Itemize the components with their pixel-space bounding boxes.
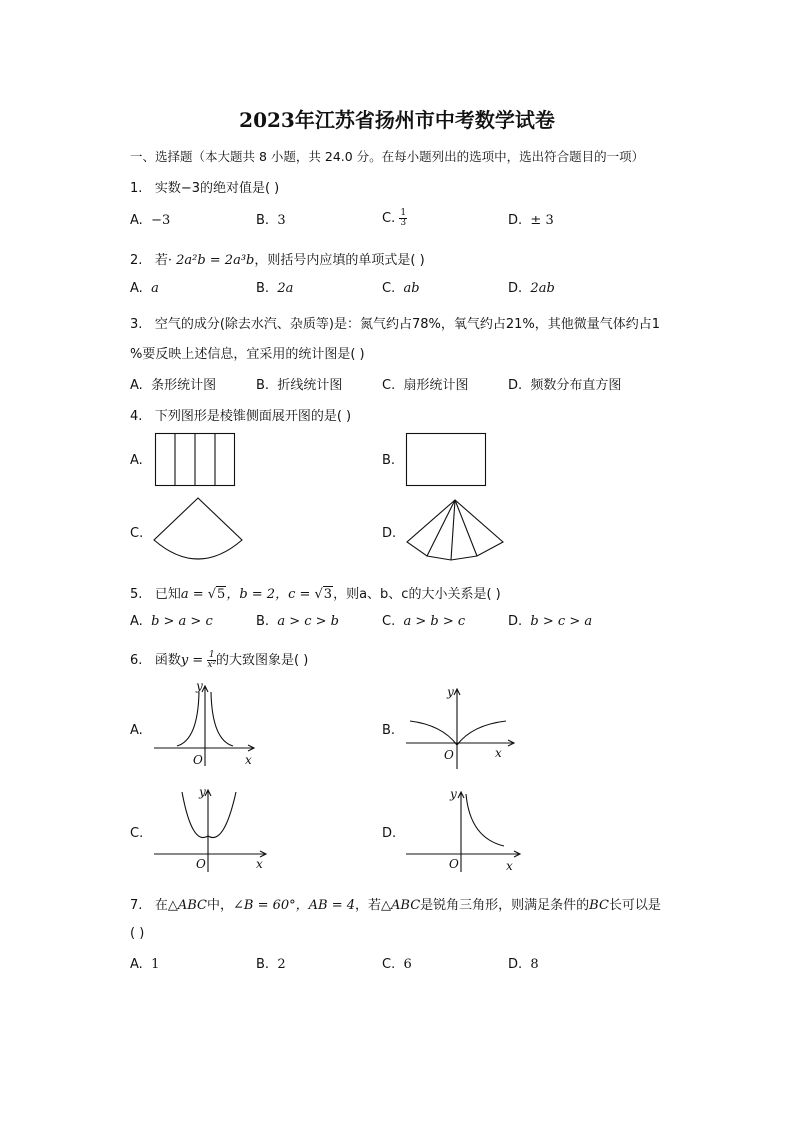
origin-label: O [193, 753, 203, 767]
origin-label: O [444, 748, 454, 762]
axis-y-label: y [196, 679, 203, 693]
option-c-label: C. [130, 826, 144, 841]
option-d: D. b > c > a [508, 614, 593, 629]
question-number: 6. [130, 653, 143, 668]
question-number: 4. [130, 409, 143, 424]
question-2: 2. 若· 2a²b = 2a³b，则括号内应填的单项式是( ) [130, 253, 425, 268]
option-d-label: D. [382, 526, 397, 541]
option-d: D. 2ab [508, 281, 555, 296]
question-number: 7. [130, 898, 143, 913]
page-title: 2023年江苏省扬州市中考数学试卷 [239, 108, 555, 132]
option-c: C. $\frac{1}{3}$ [382, 208, 407, 228]
option-d-label: D. [382, 826, 397, 841]
option-a: A. b > a > c [130, 614, 213, 629]
axis-y-label: y [450, 787, 457, 801]
question-number: 1. [130, 181, 143, 196]
option-c: C. 扇形统计图 [382, 378, 469, 393]
option-a: A. 条形统计图 [130, 378, 217, 393]
question-text: 下列图形是棱锥侧面展开图的是( ) [154, 409, 352, 424]
question-1 [130, 177, 279, 196]
question-number: 3. [130, 317, 143, 332]
question-3 [130, 313, 660, 332]
question-text: 实数−3的绝对值是( ) [154, 181, 280, 196]
figure-4a-rectangles [155, 433, 235, 487]
option-a: A. 1 [130, 957, 160, 972]
graph-6b [402, 683, 522, 773]
graph-6c [150, 784, 270, 874]
option-b: B. a > c > b [256, 614, 339, 629]
graph-6d [402, 786, 526, 876]
option-c: C. ab [382, 281, 420, 296]
axis-x-label: x [256, 857, 263, 871]
origin-label: O [196, 857, 206, 871]
question-5: 5. 已知a = √5，b = 2，c = √3，则a、b、c的大小关系是( ) [130, 587, 501, 602]
section-heading: 一、选择题（本大题共 8 小题，共 24.0 分。在每小题列出的选项中，选出符合题目的一项） [130, 149, 645, 164]
question-3-line2: %要反映上述信息，宜采用的统计图是( ) [130, 347, 365, 362]
option-d: D. ± 3 [508, 213, 554, 228]
option-c: C. a > b > c [382, 614, 466, 629]
question-7: 7. 在△ABC中，∠B = 60°，AB = 4，若△ABC是锐角三角形，则满足条件的BC长可以是 [130, 898, 661, 913]
option-b-label: B. [382, 723, 396, 738]
axis-x-label: x [506, 859, 513, 873]
question-4 [130, 405, 351, 424]
option-a-label: A. [130, 453, 143, 468]
option-a: A. a [130, 281, 159, 296]
option-d: D. 8 [508, 957, 539, 972]
origin-label: O [449, 857, 459, 871]
option-b: B. 2 [256, 957, 286, 972]
option-d: D. 频数分布直方图 [508, 378, 622, 393]
option-b: B. 折线统计图 [256, 378, 343, 393]
option-a: A. −3 [130, 213, 171, 228]
figure-4d-pyramid-net [405, 498, 505, 562]
axis-x-label: x [245, 753, 252, 767]
question-7-line2: ( ) [130, 926, 145, 941]
graph-6a [150, 680, 260, 770]
option-c: C. 6 [382, 957, 412, 972]
option-b: B. 3 [256, 213, 286, 228]
question-number: 2. [130, 253, 143, 268]
option-b-label: B. [382, 453, 396, 468]
option-b: B. 2a [256, 281, 294, 296]
figure-4b-rectangle [406, 433, 486, 487]
option-c-label: C. [130, 526, 144, 541]
axis-y-label: y [447, 685, 454, 699]
axis-y-label: y [199, 785, 206, 799]
question-6: 6. 函数y = $\frac{1}{\text{x²}}$ 的大致图象是( ) [130, 650, 309, 670]
option-a-label: A. [130, 723, 143, 738]
question-number: 5. [130, 587, 143, 602]
axis-x-label: x [495, 746, 502, 760]
question-text: 空气的成分(除去水汽、杂质等)是：氮气约占78%，氧气约占21%，其他微量气体约占1 [154, 317, 661, 332]
figure-4c-sector [152, 496, 244, 568]
